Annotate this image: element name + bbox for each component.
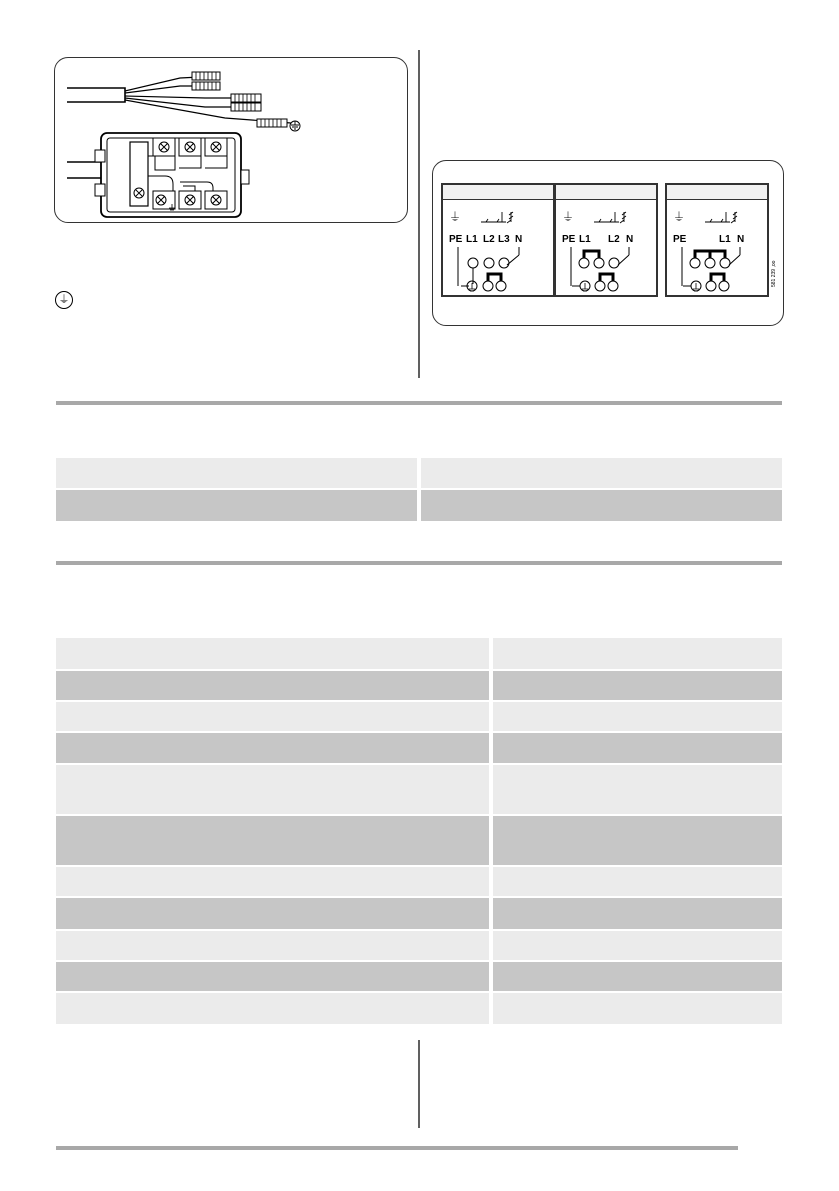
section-rule-2 bbox=[56, 561, 782, 565]
table-cell bbox=[56, 993, 489, 1024]
table-cell bbox=[56, 962, 489, 991]
cable-terminal-figure bbox=[54, 57, 408, 223]
table-cell bbox=[493, 816, 782, 865]
table-cell bbox=[56, 733, 489, 763]
column-divider-bottom bbox=[418, 1040, 420, 1128]
table-cell bbox=[493, 733, 782, 763]
terminal-label-l2: L2 bbox=[483, 234, 495, 245]
section-rule-1 bbox=[56, 401, 782, 405]
terminal-label-pe: PE bbox=[562, 234, 576, 245]
table-cell bbox=[56, 765, 489, 814]
table-cell bbox=[56, 458, 417, 488]
terminal-label-n: N bbox=[737, 234, 745, 245]
table-cell bbox=[56, 671, 489, 700]
table-cell bbox=[56, 816, 489, 865]
table-cell bbox=[493, 898, 782, 929]
table-cell bbox=[493, 638, 782, 669]
terminal-label-pe: PE bbox=[449, 234, 463, 245]
ground-icon: ⏚ bbox=[449, 210, 462, 224]
table-cell bbox=[493, 765, 782, 814]
panel-2-wiring bbox=[556, 185, 656, 295]
panel-3-wiring bbox=[667, 185, 767, 295]
wiring-panel-2 bbox=[554, 183, 658, 297]
table-cell bbox=[56, 490, 417, 521]
table-cell bbox=[56, 931, 489, 960]
table-cell bbox=[493, 993, 782, 1024]
terminal-label-l1: L1 bbox=[719, 234, 731, 245]
table-cell bbox=[493, 867, 782, 896]
ground-icon: ⏚ bbox=[673, 210, 686, 224]
terminal-label-pe: PE bbox=[673, 234, 687, 245]
table-cell bbox=[56, 898, 489, 929]
terminal-label-l1: L1 bbox=[579, 234, 591, 245]
terminal-label-n: N bbox=[626, 234, 634, 245]
table-cell bbox=[493, 931, 782, 960]
table-cell bbox=[56, 702, 489, 731]
terminal-label-l3: L3 bbox=[498, 234, 510, 245]
panel-1-wiring bbox=[443, 185, 553, 295]
table-cell bbox=[421, 490, 782, 521]
ground-icon: ⏚ bbox=[562, 210, 575, 224]
table-cell bbox=[56, 867, 489, 896]
terminal-label-n: N bbox=[515, 234, 523, 245]
wiring-panel-1 bbox=[441, 183, 555, 297]
section-rule-bottom bbox=[56, 1146, 738, 1150]
terminal-label-l1: L1 bbox=[466, 234, 478, 245]
figure-code: 581 239 ,oo bbox=[771, 260, 777, 287]
table-cell bbox=[56, 638, 489, 669]
table-cell bbox=[493, 702, 782, 731]
terminal-label-l2: L2 bbox=[608, 234, 620, 245]
table-cell bbox=[493, 962, 782, 991]
column-divider-top bbox=[418, 50, 420, 378]
cable-terminal-drawing bbox=[55, 58, 407, 222]
wiring-panel-3 bbox=[665, 183, 769, 297]
table-cell bbox=[493, 671, 782, 700]
table-cell bbox=[421, 458, 782, 488]
wiring-diagram-figure bbox=[432, 160, 784, 326]
ground-symbol-note-icon: ⏚ bbox=[55, 291, 73, 309]
